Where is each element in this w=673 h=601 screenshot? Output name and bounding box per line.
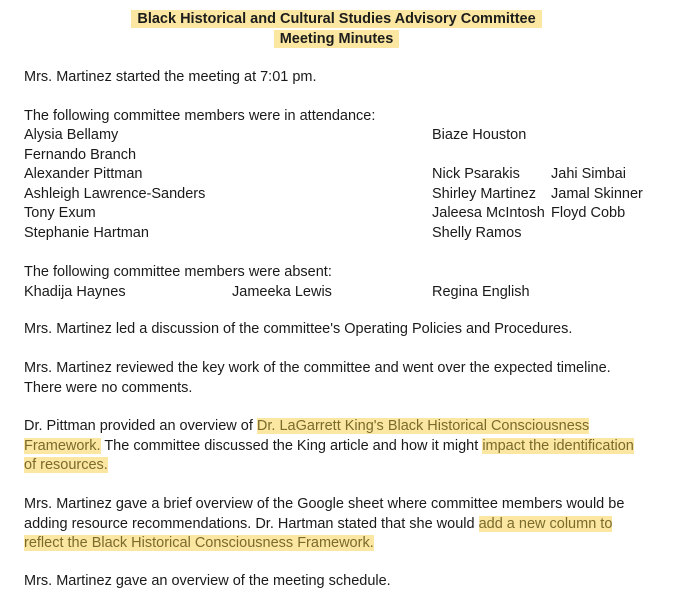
attendee: Jaleesa McIntosh xyxy=(432,205,545,221)
attendance-heading: The following committee members were in attendance: xyxy=(24,108,376,124)
absent-heading: The following committee members were absent: xyxy=(24,264,332,280)
title-line-1: Black Historical and Cultural Studies Advisory Committee xyxy=(131,10,541,28)
highlight-framework: Dr. LaGarrett King's Black Historical Consciousness Framework. xyxy=(24,418,590,454)
attendee: Floyd Cobb xyxy=(551,205,626,221)
attendee: Jamal Skinner xyxy=(551,186,643,202)
absent-member: Khadija Haynes xyxy=(24,284,126,300)
highlight-new-column: add a new column to reflect the Black Historical Consciousness Framework. xyxy=(24,515,613,551)
start-paragraph: Mrs. Martinez started the meeting at 7:01 pm. xyxy=(24,69,317,85)
pittman-paragraph xyxy=(24,417,646,476)
attendee: Shelly Ramos xyxy=(432,225,522,241)
pittman-text-b: The committee discussed the King article and how it might xyxy=(100,437,483,454)
attendee: Shirley Martinez xyxy=(432,186,536,202)
attendee: Alexander Pittman xyxy=(24,166,143,182)
title-line-2: Meeting Minutes xyxy=(274,30,400,48)
policies-paragraph: Mrs. Martinez led a discussion of the committee's Operating Policies and Procedures. xyxy=(24,321,573,337)
attendee: Tony Exum xyxy=(24,205,96,221)
attendee: Stephanie Hartman xyxy=(24,225,149,241)
attendee: Alysia Bellamy xyxy=(24,127,119,143)
document-subtitle xyxy=(0,30,673,49)
attendee: Biaze Houston xyxy=(432,127,527,143)
attendee: Ashleigh Lawrence-Sanders xyxy=(24,186,206,202)
pittman-text-a: Dr. Pittman provided an overview of xyxy=(24,418,257,434)
absent-member: Jameeka Lewis xyxy=(232,284,332,300)
highlight-resources: impact the identification of resources. xyxy=(24,437,634,473)
sheet-text-a: Mrs. Martinez gave a brief overview of the Google sheet where committee members would be adding resource recommendations. Dr. Hartman stated that she would xyxy=(24,496,625,532)
sheet-paragraph xyxy=(24,495,636,554)
absent-member: Regina English xyxy=(432,284,530,300)
attendee: Fernando Branch xyxy=(24,147,137,163)
attendee: Jahi Simbai xyxy=(551,166,626,182)
schedule-paragraph: Mrs. Martinez gave an overview of the meeting schedule. xyxy=(24,573,391,589)
review-paragraph: Mrs. Martinez reviewed the key work of the committee and went over the expected timeline. There were no comments. xyxy=(24,360,611,396)
document-title xyxy=(0,10,673,29)
attendee: Nick Psarakis xyxy=(432,166,520,182)
